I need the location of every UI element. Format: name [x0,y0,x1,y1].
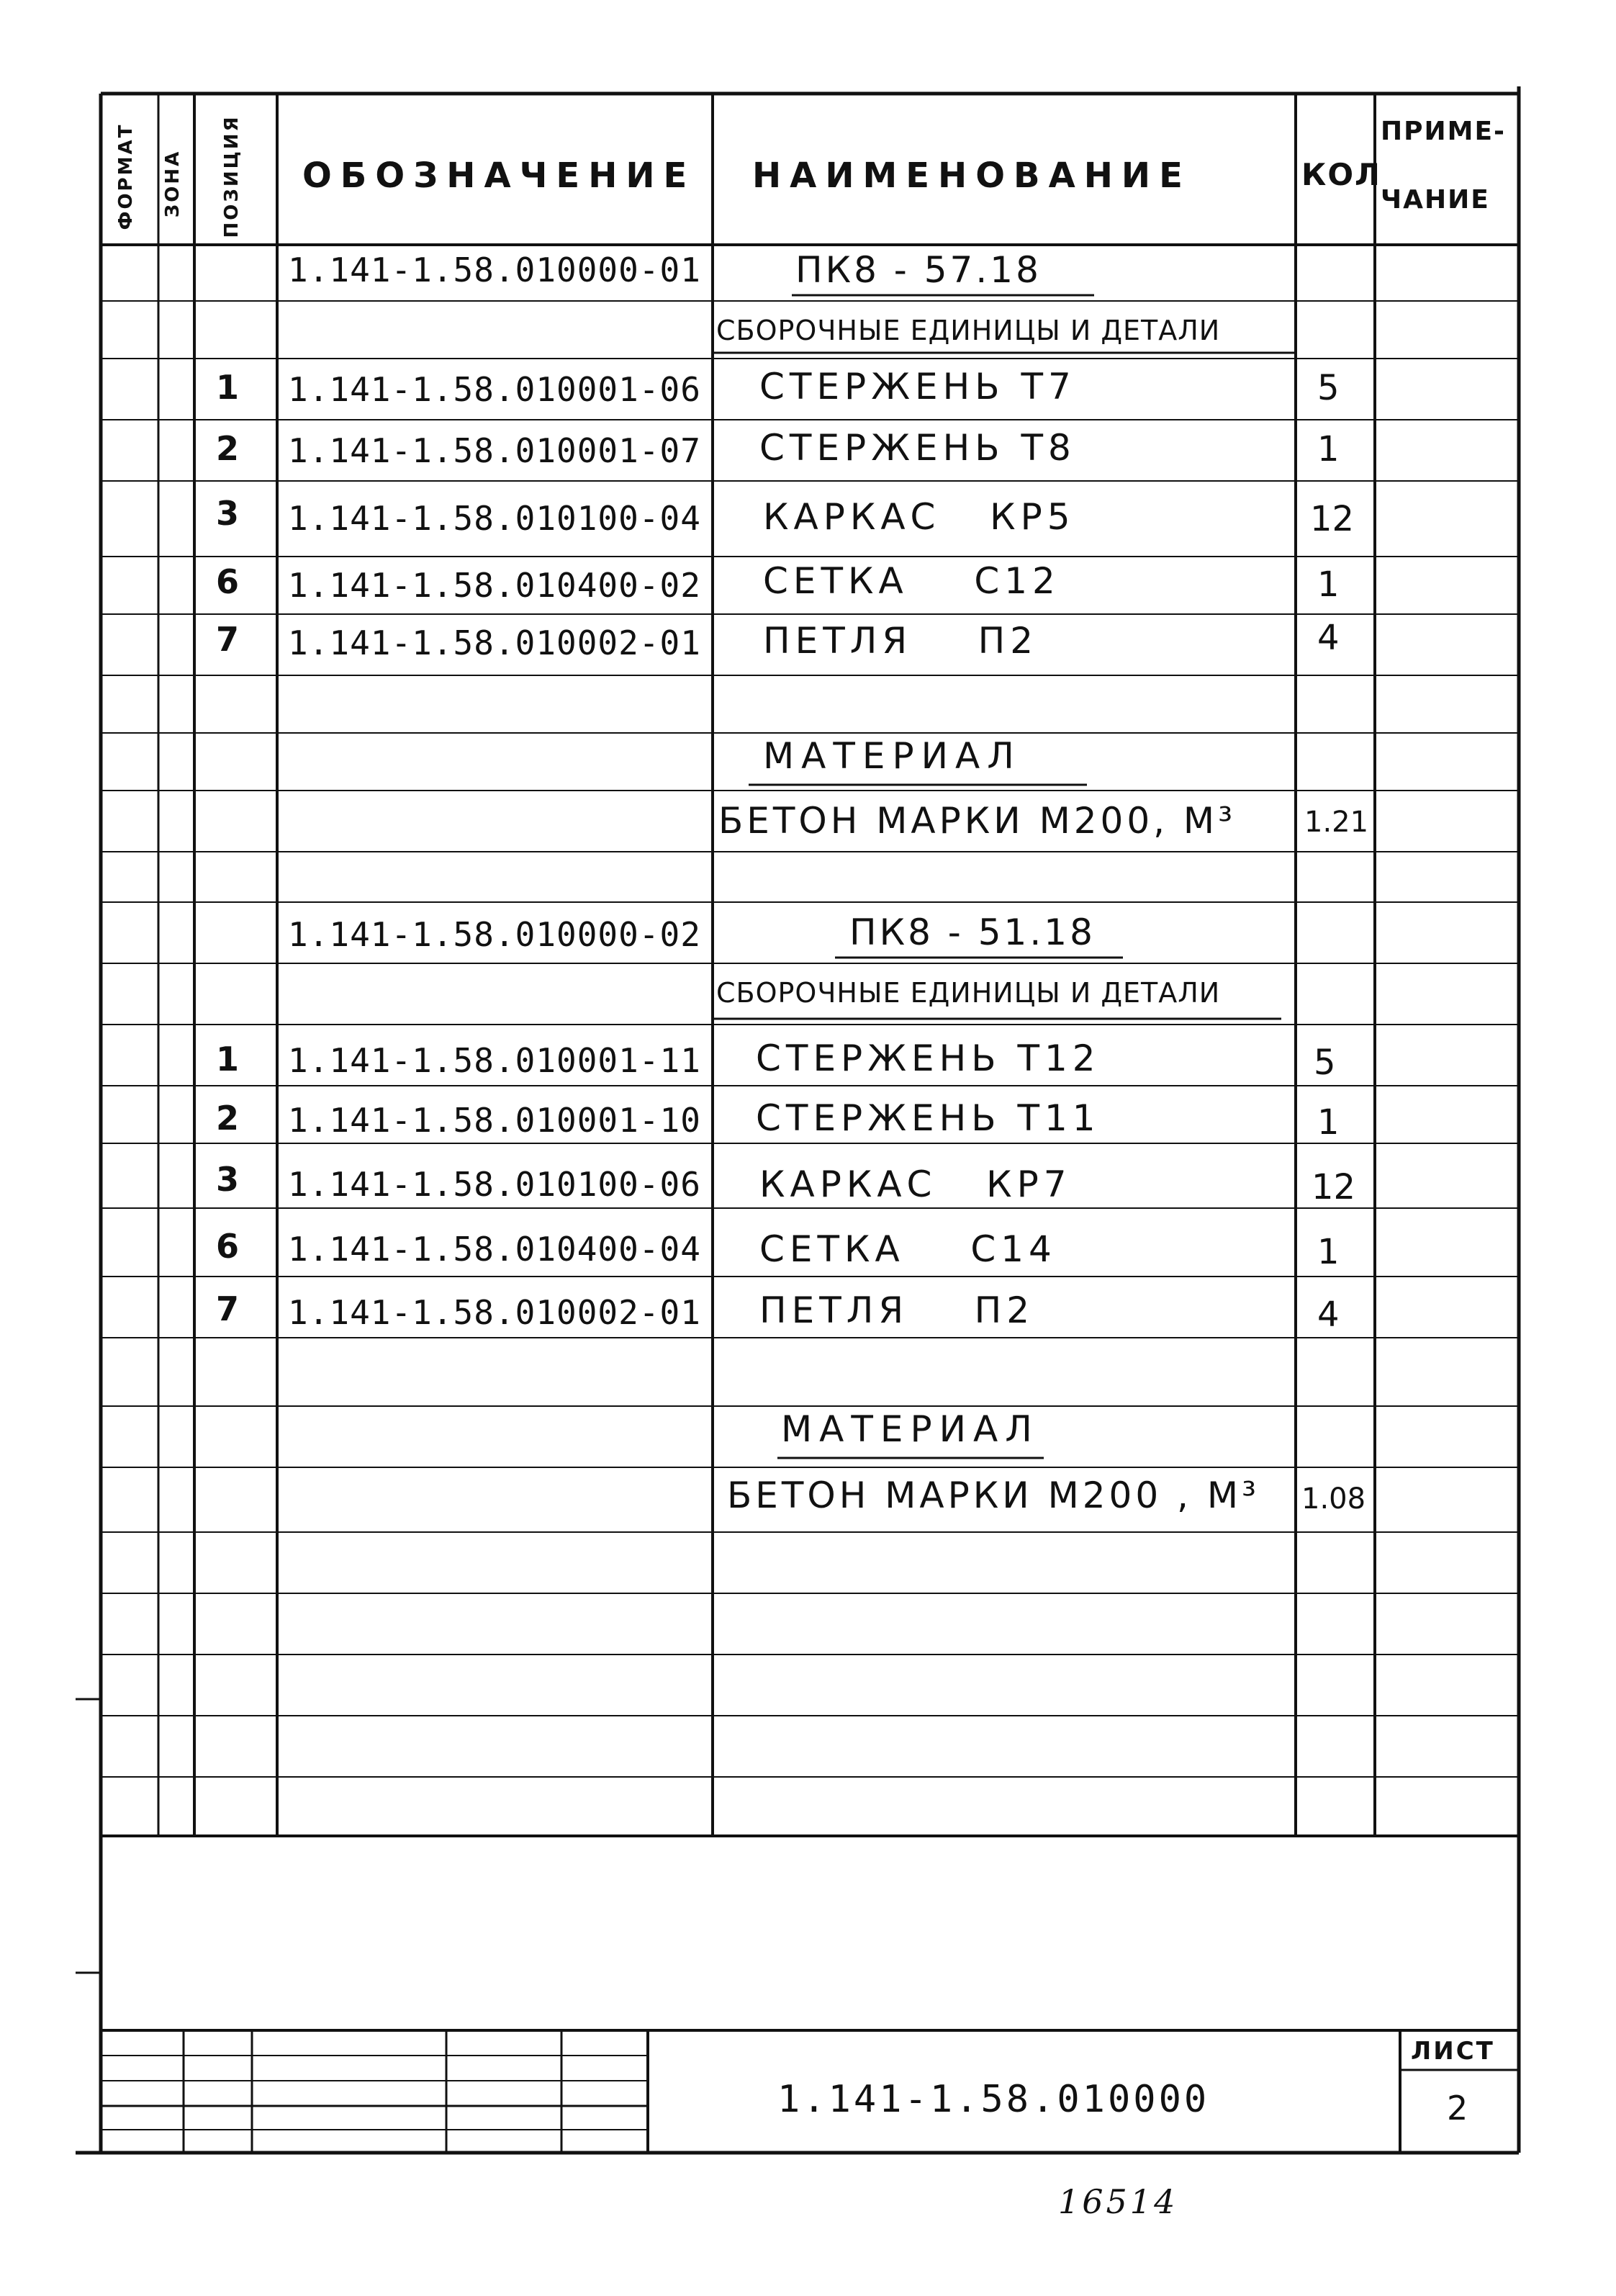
row-qty: 4 [1317,618,1340,658]
row-code: 1.141-1.58.010001-07 [288,431,701,470]
material-heading: МАТЕРИАЛ [763,735,1021,777]
row-qty: 5 [1317,368,1340,408]
row-code: 1.141-1.58.010000-01 [288,251,701,289]
sheet-number: 2 [1447,2089,1468,2128]
row-code: 1.141-1.58.010100-04 [288,499,701,538]
archive-number: 16514 [1058,2182,1178,2221]
header-note-line1: ПРИМЕ- [1381,117,1506,146]
group-heading: СБОРОЧНЫЕ ЕДИНИЦЫ И ДЕТАЛИ [716,315,1221,346]
group-heading: СБОРОЧНЫЕ ЕДИНИЦЫ И ДЕТАЛИ [716,977,1221,1009]
row-qty: 1.21 [1304,806,1369,839]
row-position: 6 [216,562,240,601]
header-format: ФОРМАТ [115,122,137,230]
header-position: ПОЗИЦИЯ [221,114,243,238]
row-name: КАРКАС КР5 [763,496,1075,538]
row-qty: 5 [1314,1043,1336,1083]
row-qty: 4 [1317,1295,1340,1335]
sheet-label: ЛИСТ [1411,2037,1495,2066]
row-code: 1.141-1.58.010400-02 [288,566,701,605]
row-code: 1.141-1.58.010400-04 [288,1230,701,1269]
row-name: СТЕРЖЕНЬ Т11 [756,1097,1101,1139]
row-qty: 12 [1312,1167,1356,1207]
header-name: НАИМЕНОВАНИЕ [752,156,1191,196]
header-note-line2: ЧАНИЕ [1381,185,1490,215]
row-name: СТЕРЖЕНЬ Т7 [759,366,1076,408]
row-code: 1.141-1.58.010002-01 [288,1293,701,1332]
row-position: 6 [216,1227,240,1266]
header-zone: ЗОНА [162,149,184,218]
row-qty: 1 [1317,564,1340,605]
row-code: 1.141-1.58.010100-06 [288,1165,701,1204]
row-code: 1.141-1.58.010002-01 [288,623,701,662]
row-name: БЕТОН МАРКИ М200, М³ [718,800,1237,842]
header-designation: ОБОЗНАЧЕНИЕ [302,156,696,196]
row-code: 1.141-1.58.010000-02 [288,915,701,954]
row-position: 2 [216,429,240,468]
row-name: СТЕРЖЕНЬ Т8 [759,427,1076,469]
assembly-title: ПК8 - 57.18 [795,249,1042,291]
row-position: 7 [216,620,240,659]
row-name: СТЕРЖЕНЬ Т12 [756,1037,1101,1079]
row-name: ПЕТЛЯ П2 [763,620,1039,662]
row-qty: 1 [1317,1102,1340,1143]
material-heading: МАТЕРИАЛ [781,1408,1039,1450]
row-name: СЕТКА С14 [759,1228,1057,1270]
row-position: 1 [216,1040,240,1079]
row-position: 2 [216,1099,240,1138]
row-position: 1 [216,368,240,407]
row-position: 3 [216,1160,240,1199]
assembly-title: ПК8 - 51.18 [849,911,1096,953]
row-position: 3 [216,494,240,533]
header-qty: КОЛ [1301,157,1381,192]
row-name: ПЕТЛЯ П2 [759,1289,1035,1331]
row-position: 7 [216,1289,240,1328]
row-qty: 1.08 [1301,1482,1366,1516]
row-name: СЕТКА С12 [763,560,1060,602]
row-code: 1.141-1.58.010001-11 [288,1041,701,1080]
row-name: КАРКАС КР7 [759,1163,1072,1205]
row-code: 1.141-1.58.010001-06 [288,370,701,409]
row-qty: 1 [1317,429,1340,469]
row-code: 1.141-1.58.010001-10 [288,1101,701,1140]
row-name: БЕТОН МАРКИ М200 , М³ [727,1475,1260,1516]
row-qty: 1 [1317,1232,1340,1272]
document-code: 1.141-1.58.010000 [777,2078,1210,2121]
row-qty: 12 [1310,499,1355,539]
